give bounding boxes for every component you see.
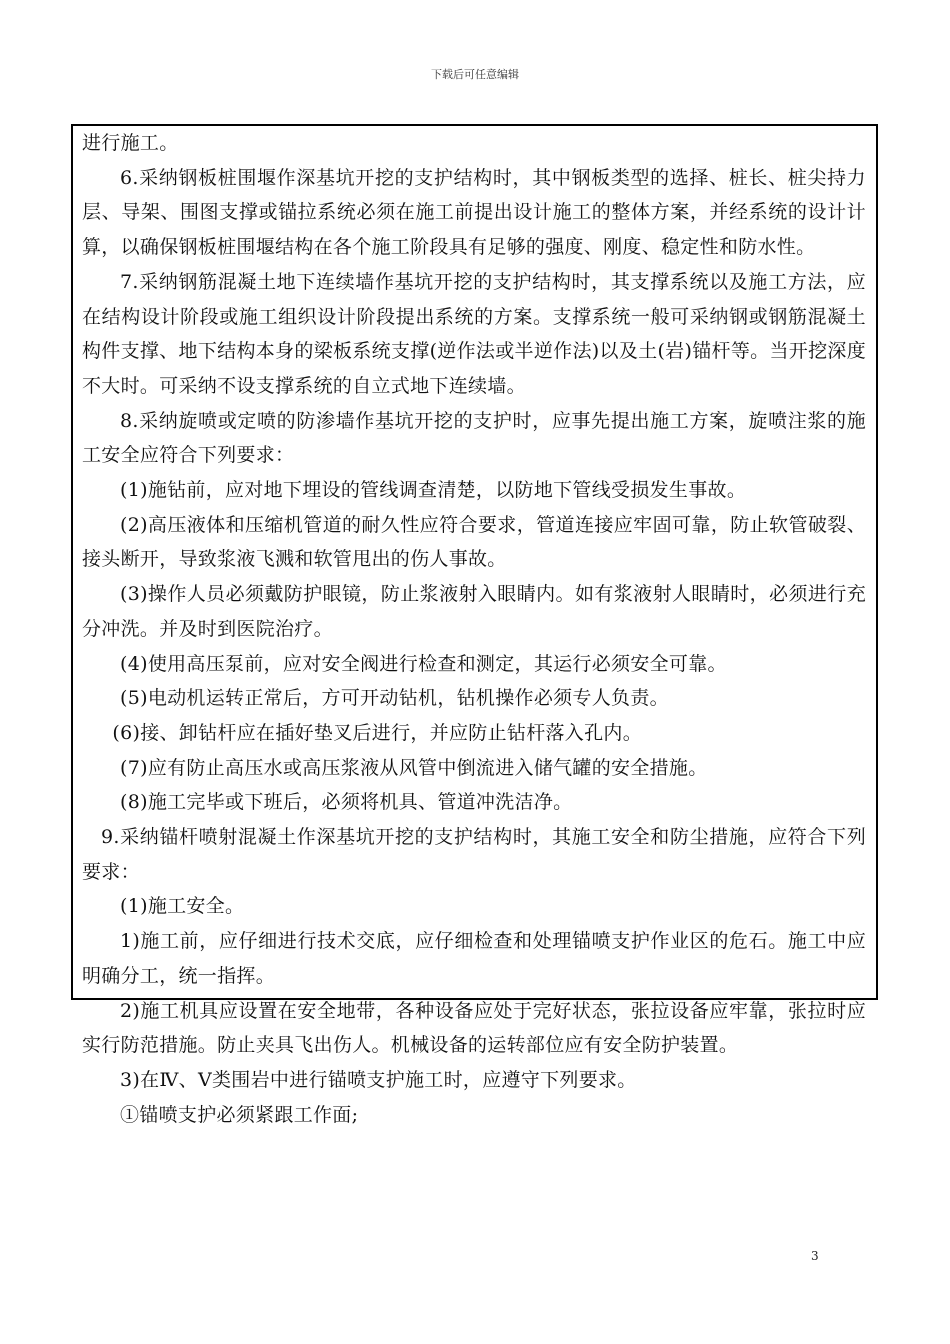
paragraph: (1)施工安全。 [120, 895, 245, 918]
page-header: 下载后可任意编辑 [431, 68, 519, 81]
paragraph: (6)接、卸钻杆应在插好垫叉后进行，并应防止钻杆落入孔内。 [112, 721, 643, 744]
paragraph: (4)使用高压泵前，应对安全阀进行检查和测定，其运行必须安全可靠。 [120, 652, 727, 675]
page-number: 3 [811, 1249, 819, 1263]
paragraph: (7)应有防止高压水或高压浆液从风管中倒流进入储气罐的安全措施。 [120, 756, 708, 779]
paragraph: 9.采纳锚杆喷射混凝土作深基坑开挖的支护结构时，其施工安全和防尘措施，应符合下列要求： [82, 826, 866, 883]
paragraph: 3)在Ⅳ、V类围岩中进行锚喷支护施工时，应遵守下列要求。 [120, 1068, 637, 1091]
paragraph: 1)施工前，应仔细进行技术交底，应仔细检查和处理锚喷支护作业区的危石。施工中应明确分工，统一指挥。 [82, 930, 866, 987]
paragraph: (8)施工完毕或下班后，必须将机具、管道冲洗洁净。 [120, 791, 573, 814]
document-body [73, 126, 876, 1132]
paragraph: (1)施钻前，应对地下埋设的管线调查清楚，以防地下管线受损发生事故。 [120, 479, 747, 502]
paragraph: 8.采纳旋喷或定喷的防渗墙作基坑开挖的支护时，应事先提出施工方案，旋喷注浆的施工安全应符合下列要求： [82, 409, 866, 467]
paragraph: 2)施工机具应设置在安全地带，各种设备应处于完好状态，张拉设备应牢靠，张拉时应实行防范措施。防止夹具飞出伤人。机械设备的运转部位应有安全防护装置。 [82, 999, 866, 1057]
paragraph: 6.采纳钢板桩围堰作深基坑开挖的支护结构时，其中钢板类型的选择、桩长、桩尖持力层、导架、围图支撑或锚拉系统必须在施工前提出设计施工的整体方案，并经系统的设计计算，以确保钢板桩围堰结构在各个施工阶段具有足够的强度、刚度、稳定性和防水性。 [82, 166, 866, 259]
paragraph: (2)高压液体和压缩机管道的耐久性应符合要求，管道连接应牢固可靠，防止软管破裂、接头断开，导致浆液飞溅和软管甩出的伤人事故。 [82, 513, 866, 571]
paragraph: (5)电动机运转正常后，方可开动钻机，钻机操作必须专人负责。 [120, 687, 669, 710]
paragraph: 7.采纳钢筋混凝土地下连续墙作基坑开挖的支护结构时，其支撑系统以及施工方法，应在结构设计阶段或施工组织设计阶段提出系统的方案。支撑系统一般可采纳钢或钢筋混凝土构件支撑、地下结构本身的梁板系统支撑(逆作法或半逆作法)以及土(岩)锚杆等。当开挖深度不大时。可采纳不设支撑系统的自立式地下连续墙。 [82, 270, 866, 397]
paragraph: 进行施工。 [82, 132, 179, 154]
paragraph: (3)操作人员必须戴防护眼镜，防止浆液射入眼睛内。如有浆液射人眼睛时，必须进行充分冲洗。并及时到医院治疗。 [82, 583, 866, 640]
content-frame [71, 124, 878, 1126]
paragraph: ①锚喷支护必须紧跟工作面; [120, 1103, 359, 1126]
